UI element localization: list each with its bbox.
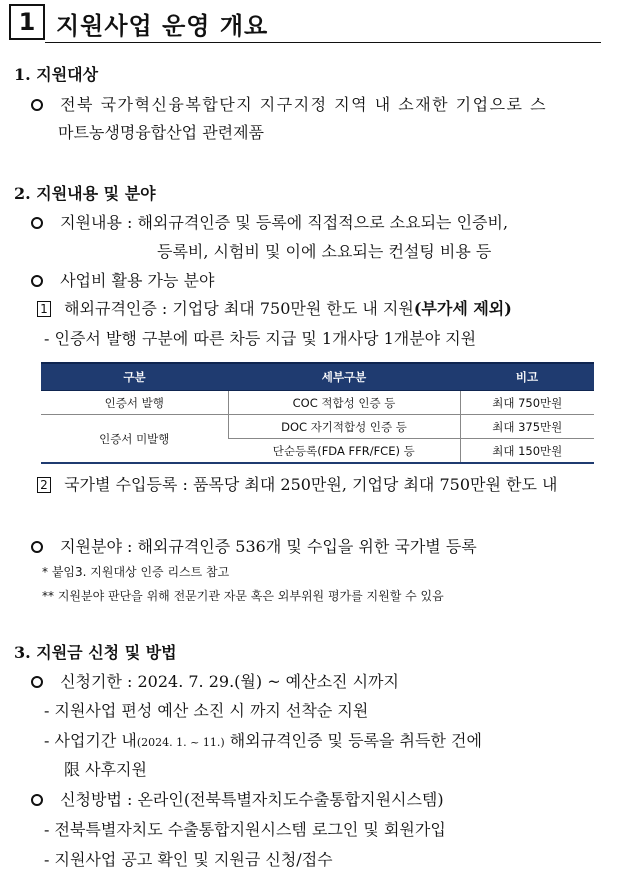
circle-bullet-icon: [31, 541, 43, 553]
s1-bullet-row: [31, 92, 547, 115]
s2-item1-text: 해외규격인증 : 기업당 최대 750만원 한도 내 지원: [64, 299, 414, 318]
s3-deadline-sub2-b: 해외규격인증 및 등록을 취득한 건에: [224, 731, 482, 750]
s2-item1-sub: - 인증서 발행 구분에 따른 차등 지급 및 1개사당 1개분야 지원: [44, 329, 477, 348]
support-table: [41, 362, 594, 464]
table-row: [41, 391, 594, 415]
s2-usable-row: [31, 268, 214, 291]
table-header-row: [41, 363, 594, 391]
section-number-box: [9, 4, 45, 40]
table-header: 비고: [460, 363, 594, 391]
item-number-box: 1: [37, 301, 51, 317]
table-row: [41, 415, 594, 439]
section-number: 1: [18, 8, 36, 36]
s3-deadline-sub1: - 지원사업 편성 예산 소진 시 까지 선착순 지원: [44, 701, 369, 720]
table-cell: 인증서 발행: [41, 391, 228, 415]
item-number-box: 2: [37, 477, 51, 493]
s2-item2-row: [37, 472, 557, 495]
s2-item1-bold: (부가세 제외): [413, 299, 512, 318]
s3-method-sub1: - 전북특별자치도 수출통합지원시스템 로그인 및 회원가입: [44, 820, 446, 839]
circle-bullet-icon: [31, 794, 43, 806]
table-cell: COC 적합성 인증 등: [228, 391, 460, 415]
s2-note2: ** 지원분야 판단을 위해 전문기관 자문 혹은 외부위원 평가를 지원할 수 있음: [42, 589, 444, 603]
page-title: 지원사업 운영 개요: [56, 12, 269, 40]
table-header: 세부구분: [228, 363, 460, 391]
table-cell: 단순등록(FDA FFR/FCE) 등: [228, 439, 460, 464]
table-cell: DOC 자기적합성 인증 등: [228, 415, 460, 439]
s3-deadline-sub2-a: - 사업기간 내: [44, 731, 137, 750]
s2-item1-row: [37, 296, 512, 319]
s3-deadline: 신청기한 : 2024. 7. 29.(월) ~ 예산소진 시까지: [60, 672, 399, 691]
s3-method: 신청방법 : 온라인(전북특별자치도수출통합지원시스템): [60, 790, 444, 809]
s2-note1: * 붙임3. 지원대상 인증 리스트 참고: [42, 565, 230, 579]
s3-deadline-sub2-row: [44, 728, 482, 751]
table-cell: 최대 150만원: [460, 439, 594, 464]
s2-content-row: [31, 210, 508, 233]
table-header: 구분: [41, 363, 228, 391]
s1-line2: 마트농생명융합산업 관련제품: [58, 123, 265, 142]
s2-content-line2: 등록비, 시험비 및 이에 소요되는 컨설팅 비용 등: [157, 242, 492, 261]
circle-bullet-icon: [31, 217, 43, 229]
s3-deadline-sub2-c: 限 사후지원: [64, 760, 147, 779]
table-cell: 최대 750만원: [460, 391, 594, 415]
circle-bullet-icon: [31, 275, 43, 287]
s1-line1: 전북 국가혁신융복합단지 지구지정 지역 내 소재한 기업으로 스: [60, 95, 548, 114]
s2-field-row: [31, 534, 477, 557]
section-1-heading: 1. 지원대상: [14, 65, 99, 84]
s2-content-line1: 지원내용 : 해외규격인증 및 등록에 직접적으로 소요되는 인증비,: [60, 213, 509, 232]
s2-item2-text: 국가별 수입등록 : 품목당 최대 250만원, 기업당 최대 750만원 한도 내: [64, 475, 558, 494]
circle-bullet-icon: [31, 676, 43, 688]
section-2-heading: 2. 지원내용 및 분야: [14, 184, 156, 203]
s3-deadline-sub2-small: (2024. 1. ~ 11.): [136, 736, 225, 749]
s2-field-line: 지원분야 : 해외규격인증 536개 및 수입을 위한 국가별 등록: [60, 537, 477, 556]
title-underline: [45, 42, 601, 43]
s2-usable: 사업비 활용 가능 분야: [60, 271, 215, 290]
circle-bullet-icon: [31, 99, 43, 111]
s3-method-sub2: - 지원사업 공고 확인 및 지원금 신청/접수: [44, 850, 333, 869]
table-cell: 인증서 미발행: [41, 415, 228, 464]
section-3-heading: 3. 지원금 신청 및 방법: [14, 643, 177, 662]
s3-deadline-row: [31, 669, 399, 692]
table-cell: 최대 375만원: [460, 415, 594, 439]
s3-method-row: [31, 787, 444, 810]
